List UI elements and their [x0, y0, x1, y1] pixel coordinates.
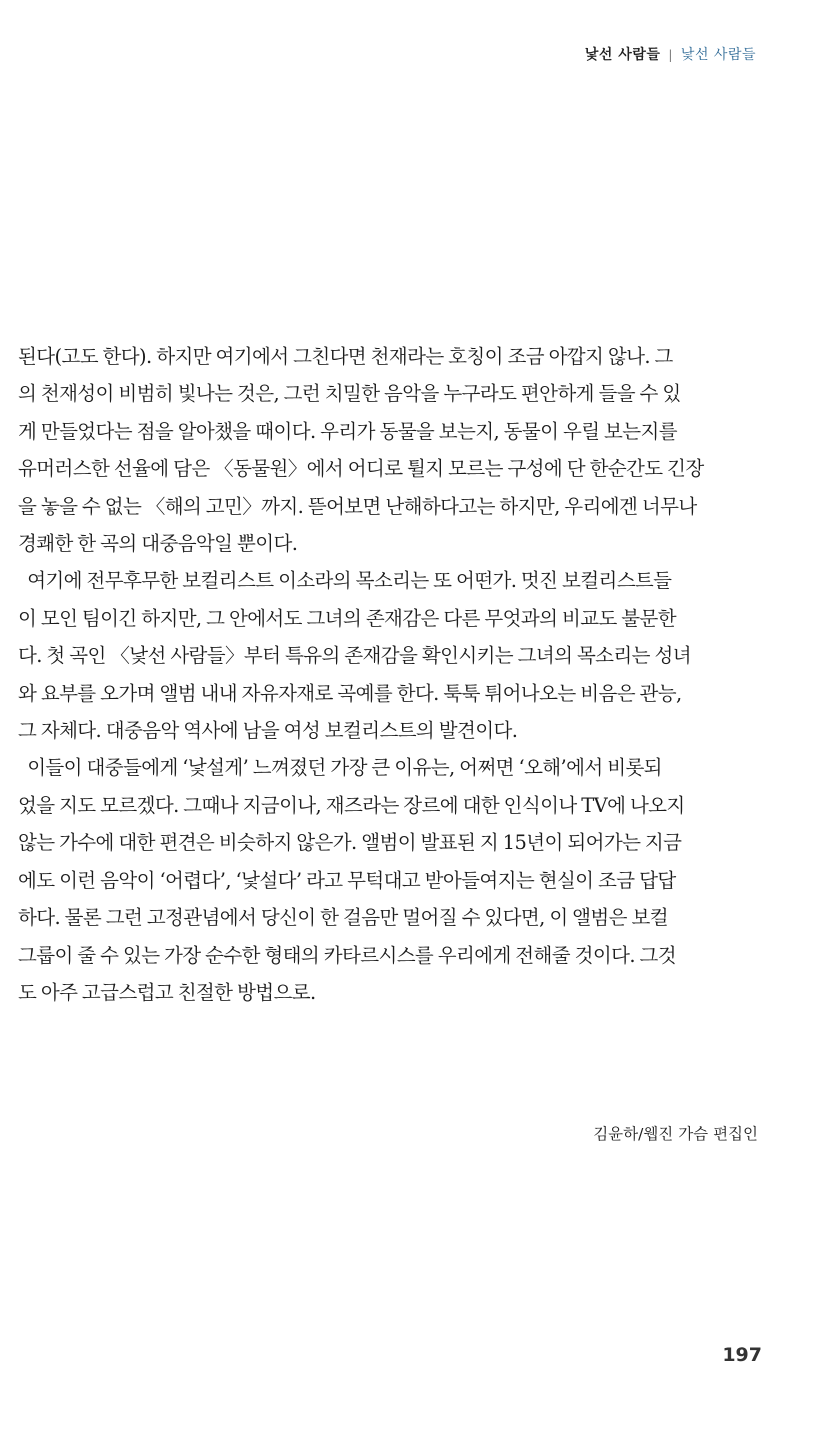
header-separator: | — [668, 48, 673, 62]
body-line: 않는 가수에 대한 편견은 비슷하지 않은가. 앨범이 발표된 지 15년이 되어가는 지금 — [18, 831, 682, 855]
chapter-title: 낯선 사람들 — [680, 47, 756, 63]
body-line: 을 놓을 수 없는 〈해의 고민〉까지. 뜯어보면 난해하다고는 하지만, 우리에겐 너무나 — [18, 494, 697, 518]
body-line: 된다(고도 한다). 하지만 여기에서 그친다면 천재라는 호칭이 조금 아깝지 않나. 그 — [18, 345, 673, 368]
author-byline: 김윤하/웹진 가슴 편집인 — [593, 1125, 758, 1143]
body-line: 다. 첫 곡인 〈낯선 사람들〉부터 특유의 존재감을 확인시키는 그녀의 목소리는 성녀 — [18, 644, 691, 668]
body-line: 도 아주 고급스럽고 친절한 방법으로. — [18, 980, 316, 1004]
body-line: 그룹이 줄 수 있는 가장 순수한 형태의 카타르시스를 우리에게 전해줄 것이다. 그것 — [18, 943, 677, 967]
body-line: 의 천재성이 비범히 빛나는 것은, 그런 치밀한 음악을 누구라도 편안하게 들을 수 있 — [18, 382, 681, 406]
body-line: 이들이 대중들에게 ‘낯설게’ 느껴졌던 가장 큰 이유는, 어쩌면 ‘오해’에서 비롯되 — [18, 756, 662, 780]
body-line: 유머러스한 선율에 담은 〈동물원〉에서 어디로 튈지 모르는 구성에 단 한순간도 긴장 — [18, 457, 704, 481]
body-line: 경쾌한 한 곡의 대중음악일 뿐이다. — [18, 532, 298, 556]
running-header — [585, 44, 756, 64]
body-line: 에도 이런 음악이 ‘어렵다’, ‘낯설다’ 라고 무턱대고 받아들여지는 현실이 조금 답답 — [18, 868, 676, 892]
page-number: 197 — [722, 1344, 762, 1366]
book-title: 낯선 사람들 — [584, 47, 661, 63]
body-line: 여기에 전무후무한 보컬리스트 이소라의 목소리는 또 어떤가. 멋진 보컬리스트들 — [18, 569, 672, 593]
body-line: 하다. 물론 그런 고정관념에서 당신이 한 걸음만 멀어질 수 있다면, 이 앨범은 보컬 — [18, 906, 668, 930]
body-line: 그 자체다. 대중음악 역사에 남을 여성 보컬리스트의 발견이다. — [18, 719, 518, 743]
body-line: 와 요부를 오가며 앨범 내내 자유자재로 곡예를 한다. 툭툭 튀어나오는 비음은 관능, — [18, 681, 682, 705]
article-body — [18, 338, 758, 1011]
body-line: 이 모인 팀이긴 하지만, 그 안에서도 그녀의 존재감은 다른 무엇과의 비교도 불문한 — [18, 606, 677, 630]
body-line: 었을 지도 모르겠다. 그때나 지금이나, 재즈라는 장르에 대한 인식이나 TV에 나오지 — [18, 793, 685, 817]
body-line: 게 만들었다는 점을 알아챘을 때이다. 우리가 동물을 보는지, 동물이 우릴 보는지를 — [18, 419, 678, 443]
